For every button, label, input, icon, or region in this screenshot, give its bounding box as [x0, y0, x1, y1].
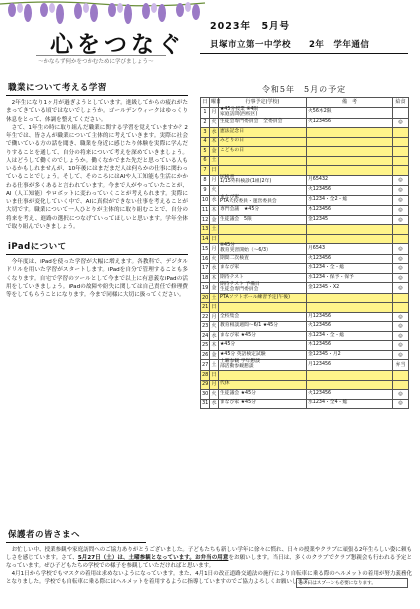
schedule-lunch-mark: [393, 380, 409, 390]
schedule-lunch-mark: ◎: [393, 195, 409, 206]
parents-highlight: 5月27日（土）は、土曜参観となっています。お弁当の用意: [77, 555, 229, 561]
schedule-day: 29: [201, 380, 210, 390]
schedule-event: 生徒議会 ★45分: [219, 390, 307, 400]
schedule-day: 8: [201, 175, 210, 186]
schedule-event: 尿検査 1/15外科検診(1組(2年): [219, 175, 307, 186]
schedule-row: [201, 175, 409, 186]
parents-paragraph-2: 4月1日から学校でもマスクの着用は求めないようになっています。また、4月1日の改正道路交通法の施行により自転車に乗る際のヘルメットの着用が努力義務化となりました。学校でも自転車に乗る際にはヘルメットを着用するように指導していますのでご協力よろしくお願いします。: [6, 571, 412, 585]
schedule-day: 7: [201, 166, 210, 176]
schedule-lunch-mark: [393, 166, 409, 176]
schedule-remarks: 金12345: [307, 215, 393, 225]
schedule-weekday: 日: [210, 303, 219, 313]
schedule-remarks: [307, 293, 393, 303]
schedule-weekday: 木: [210, 206, 219, 216]
schedule-remarks: [307, 234, 393, 244]
schedule-day: 14: [201, 234, 210, 244]
schedule-row: [201, 293, 409, 303]
schedule-lunch-mark: ◎: [393, 244, 409, 255]
schedule-event: まなび家 ★45分: [219, 331, 307, 341]
schedule-remarks: 金12345・月2: [307, 350, 393, 360]
schedule-event: こどもの日: [219, 147, 307, 157]
schedule-lunch-mark: [393, 293, 409, 303]
schedule-row: [201, 380, 409, 390]
schedule-event: 生徒議会 5限: [219, 215, 307, 225]
schedule-day: 4: [201, 137, 210, 147]
schedule-row: [201, 215, 409, 225]
schedule-remarks: [307, 166, 393, 176]
schedule-lunch-mark: ◎: [393, 390, 409, 400]
schedule-remarks: 水1234・全・総: [307, 264, 393, 274]
schedule-lunch-mark: [393, 156, 409, 166]
logo-divider: [36, 55, 166, 56]
schedule-header-row: [201, 98, 409, 108]
schedule-row: [201, 118, 409, 128]
schedule-day: 13: [201, 225, 210, 235]
schedule-event: ※45分 教育実習開始（～6/3）: [219, 244, 307, 255]
schedule-day: 21: [201, 303, 210, 313]
schedule-day: 17: [201, 264, 210, 274]
schedule-lunch-mark: ◎: [393, 273, 409, 283]
schedule-weekday: 金: [210, 350, 219, 360]
schedule-title: 令和5年 5月の予定: [261, 85, 347, 94]
schedule-event: 代休: [219, 380, 307, 390]
schedule-event: 生徒会専門委員会 全委員会: [219, 118, 307, 128]
schedule-row: [201, 128, 409, 138]
schedule-row: [201, 108, 409, 119]
schedule-lunch-mark: ◎: [393, 331, 409, 341]
schedule-event: 期待テスト 予備日 生徒会専門委員会: [219, 283, 307, 294]
schedule-event: ★45分: [219, 341, 307, 351]
schedule-event: [219, 166, 307, 176]
schedule-event: 期待テスト: [219, 273, 307, 283]
schedule-remarks: 水1234・全2・総: [307, 195, 393, 206]
schedule-row: [201, 195, 409, 206]
schedule-weekday: 土: [210, 360, 219, 371]
parents-section-title: 保護者の皆さまへ: [6, 527, 146, 543]
schedule-remarks: 月6543: [307, 244, 393, 255]
schedule-event: 全校集会: [219, 312, 307, 322]
schedule-day: 18: [201, 273, 210, 283]
schedule-day: 16: [201, 254, 210, 264]
schedule-event: [219, 186, 307, 196]
spoon-note: ◎の日はスプーンも必要になります。: [296, 578, 408, 588]
schedule-row: [201, 341, 409, 351]
left-column: [6, 80, 188, 299]
schedule-lunch-mark: ◎: [393, 206, 409, 216]
issue-date: 2023年 5月号: [210, 21, 291, 32]
schedule-lunch-mark: [393, 147, 409, 157]
schedule-day: 12: [201, 215, 210, 225]
schedule-lunch-mark: [393, 137, 409, 147]
schedule-weekday: 水: [210, 264, 219, 274]
schedule-row: [201, 312, 409, 322]
schedule-remarks: 月65432: [307, 175, 393, 186]
schedule-event: まなび家 ★45分: [219, 399, 307, 409]
schedule-day: 20: [201, 293, 210, 303]
schedule-row: [201, 399, 409, 409]
schedule-remarks: 木123456: [307, 341, 393, 351]
schedule-lunch-mark: ◎: [393, 118, 409, 128]
schedule-day: 6: [201, 156, 210, 166]
schedule-day: 22: [201, 312, 210, 322]
schedule-lunch-mark: ◎: [393, 254, 409, 264]
schedule-remarks: 火123456: [307, 186, 393, 196]
schedule-weekday: 木: [210, 137, 219, 147]
career-section-title: 職業について考える学習: [6, 80, 188, 96]
schedule-day: 10: [201, 195, 210, 206]
schedule-weekday: 月: [210, 175, 219, 186]
schedule-event: [219, 371, 307, 381]
schedule-lunch-mark: [393, 225, 409, 235]
schedule-row: [201, 206, 409, 216]
schedule-event: 専門会議 ★45分: [219, 206, 307, 216]
header-day: 日: [201, 98, 210, 108]
schedule-weekday: 月: [210, 380, 219, 390]
schedule-row: [201, 303, 409, 313]
schedule-remarks: 火123456: [307, 322, 393, 332]
header-event: 行事予定(学校): [219, 98, 307, 108]
schedule-day: 11: [201, 206, 210, 216]
parents-paragraph-1: [6, 546, 412, 570]
schedule-day: 31: [201, 399, 210, 409]
schedule-remarks: [307, 225, 393, 235]
schedule-lunch-mark: [393, 303, 409, 313]
schedule-row: [201, 390, 409, 400]
schedule-row: [201, 225, 409, 235]
schedule-lunch-mark: ◎: [393, 399, 409, 409]
schedule-weekday: 土: [210, 293, 219, 303]
wisteria-decoration-icon: [0, 0, 205, 26]
schedule-row: [201, 322, 409, 332]
schedule-weekday: 金: [210, 283, 219, 294]
schedule-weekday: 日: [210, 234, 219, 244]
schedule-day: 30: [201, 390, 210, 400]
schedule-remarks: [307, 128, 393, 138]
schedule-lunch-mark: ◎: [393, 322, 409, 332]
schedule-remarks: 火123456: [307, 390, 393, 400]
schedule-row: [201, 166, 409, 176]
schedule-lunch-mark: ◎: [393, 175, 409, 186]
schedule-event: [219, 156, 307, 166]
schedule-lunch-mark: [393, 234, 409, 244]
schedule-remarks: 月123456: [307, 360, 393, 371]
schedule-remarks: 水1234・全4・総: [307, 399, 393, 409]
schedule-event: 教育相談週間～6/1 ★45分: [219, 322, 307, 332]
header-lunch: 給食: [393, 98, 409, 108]
parents-section: [6, 527, 412, 586]
schedule-remarks: [307, 147, 393, 157]
schedule-weekday: 月: [210, 312, 219, 322]
header-weekday: 曜日: [210, 98, 219, 108]
ipad-section-title: iPadについて: [6, 239, 188, 255]
schedule-remarks: 水1234・保予・保予: [307, 273, 393, 283]
schedule-day: 19: [201, 283, 210, 294]
schedule-day: 2: [201, 118, 210, 128]
schedule-lunch-mark: ◎: [393, 341, 409, 351]
schedule-remarks: [307, 156, 393, 166]
schedule-weekday: 水: [210, 195, 219, 206]
schedule-weekday: 火: [210, 254, 219, 264]
schedule-lunch-mark: ◎: [393, 350, 409, 360]
schedule-weekday: 月: [210, 244, 219, 255]
schedule-event: まなび家 PTA大役委員・運営委員会: [219, 195, 307, 206]
parents-text-a: お忙しい中、授業参観や家庭訪問へのご協力ありがとうございました。子どもたちも新しい学年に徐々に慣れ、日々の授業やクラブに頑張る2年生らしい姿に頼もしさを感じています。さて、: [6, 547, 412, 561]
schedule-day: 26: [201, 350, 210, 360]
schedule-day: 28: [201, 371, 210, 381]
schedule-day: 9: [201, 186, 210, 196]
ipad-paragraph: 今年度は、iPadを使った学習が大幅に増えます。各教科で、デジタルドリルを用いた学習がスタートします。iPadを自分で管理することも多くなります。自宅で学習のツールとして今まで以上に有意義なiPadの活用をしていきましょう。iPadの故障や紛失に関しては自己責任で修理費等をしてもらうことになります。今まで同様に大切に扱ってください。: [6, 259, 188, 298]
schedule-lunch-mark: [393, 108, 409, 119]
schedule-event: 土曜参観 学年懇談 部活動参観懇談: [219, 360, 307, 371]
schedule-weekday: 日: [210, 166, 219, 176]
schedule-weekday: 火: [210, 186, 219, 196]
schedule-lunch-mark: ◎: [393, 186, 409, 196]
schedule-remarks: 火123456: [307, 118, 393, 128]
schedule-row: [201, 147, 409, 157]
schedule-remarks: 木123456: [307, 206, 393, 216]
schedule-day: 15: [201, 244, 210, 255]
schedule-event: ★45分授業 ※4限 家庭訪問(西校区): [219, 108, 307, 119]
schedule-remarks: [307, 371, 393, 381]
header-remarks: 備 考: [307, 98, 393, 108]
schedule-day: 25: [201, 341, 210, 351]
schedule-lunch-mark: ◎: [393, 264, 409, 274]
schedule-weekday: 火: [210, 390, 219, 400]
schedule-lunch-mark: [393, 128, 409, 138]
schedule-event: 憲法記念日: [219, 128, 307, 138]
header: [0, 0, 420, 78]
schedule-row: [201, 137, 409, 147]
schedule-row: [201, 331, 409, 341]
schedule-remarks: [307, 137, 393, 147]
schedule-event: PTAソフトボール練習予定(午後): [219, 293, 307, 303]
career-paragraph-1: 2年生になり1ヶ月が過ぎようとしています。進級してからの疲れがたまってきている頃ではないでしょうか。ゴールデンウィークはゆっくり休息をとって、体調を整えてください。: [6, 100, 188, 123]
schedule-event: [219, 225, 307, 235]
schedule-weekday: 木: [210, 341, 219, 351]
schedule-row: [201, 186, 409, 196]
schedule-remarks: 火123456: [307, 254, 393, 264]
school-name: 貝塚市立第一中学校 2年 学年通信: [210, 40, 370, 50]
schedule-lunch-mark: 弁当: [393, 360, 409, 371]
schedule-event: ★45分 英語検定試験: [219, 350, 307, 360]
schedule-remarks: 火56木2限: [307, 108, 393, 119]
schedule-weekday: 火: [210, 322, 219, 332]
schedule-weekday: 火: [210, 118, 219, 128]
schedule-remarks: 月123456: [307, 312, 393, 322]
schedule-event: [219, 303, 307, 313]
schedule-row: [201, 254, 409, 264]
schedule-row: [201, 244, 409, 255]
schedule-day: 27: [201, 360, 210, 371]
schedule-lunch-mark: [393, 371, 409, 381]
schedule-day: 24: [201, 331, 210, 341]
schedule-row: [201, 264, 409, 274]
schedule-row: [201, 283, 409, 294]
schedule-event: まなび家: [219, 264, 307, 274]
schedule-weekday: 土: [210, 156, 219, 166]
logo-subtitle: ～かならず何かをつかむために学びましょう～: [38, 59, 154, 65]
schedule-day: 23: [201, 322, 210, 332]
schedule-row: [201, 371, 409, 381]
schedule-weekday: 日: [210, 371, 219, 381]
schedule-day: 1: [201, 108, 210, 119]
schedule-day: 5: [201, 147, 210, 157]
schedule-event: みどりの日: [219, 137, 307, 147]
schedule-event: 期間二次検査: [219, 254, 307, 264]
schedule-weekday: 月: [210, 108, 219, 119]
schedule-weekday: 金: [210, 215, 219, 225]
schedule-table: [200, 97, 409, 409]
schedule-lunch-mark: ◎: [393, 215, 409, 225]
schedule-weekday: 金: [210, 147, 219, 157]
newsletter-logo: 心をつなぐ: [50, 31, 185, 58]
schedule-remarks: 金12345・X2: [307, 283, 393, 294]
career-paragraph-2: さて、1年生の時に取り組んだ職業に関する学習を覚えていますか？2年生では、皆さんが職業について主体的に考えていきます。実際に社会で働いている方の話を聞き、職業を身近に感じたり体験を実際に学んだりすることを通して、自分の将来について考えを深めていきましょう。人はどうして働くのでしょうか。働くなかでまた先だと思っている人もいるかもしれませんが、10年後にはまだまだ人は何らかの仕事に関わっていることでしょう。そして、そのころにはAIや人工知能も生活にかかわる仕事が多くあると言われています。今まで人がやっていたことが、AI（人工知能）やロボットに変わっていくことが考えられます。実際にいま仕事が変化していく中で、AIに真似ができない仕事を考えることが大切です。職業について一人ひとりが主体的に取り組むことで、自分の将来を考え、進路の選択につなげていってほしいと思います。学年全体で取り組んでいきましょう。: [6, 124, 188, 230]
schedule-remarks: [307, 380, 393, 390]
schedule-row: [201, 156, 409, 166]
schedule-body: [201, 108, 409, 409]
schedule-day: 3: [201, 128, 210, 138]
parents-text-b: をお願いします。当日は、多くのクラブでクラブ懇親会も行われる予定となっています。ぜひ子どもたちの学校での様子を参観していただければと思います。: [6, 555, 413, 569]
header-rule: [200, 53, 408, 54]
schedule-lunch-mark: ◎: [393, 312, 409, 322]
schedule-weekday: 水: [210, 128, 219, 138]
schedule-weekday: 水: [210, 331, 219, 341]
schedule-row: [201, 360, 409, 371]
schedule-weekday: 水: [210, 399, 219, 409]
schedule-weekday: 土: [210, 225, 219, 235]
schedule-remarks: [307, 303, 393, 313]
schedule-weekday: 木: [210, 273, 219, 283]
schedule-remarks: 水1234・全・総: [307, 331, 393, 341]
schedule-lunch-mark: ◎: [393, 283, 409, 294]
